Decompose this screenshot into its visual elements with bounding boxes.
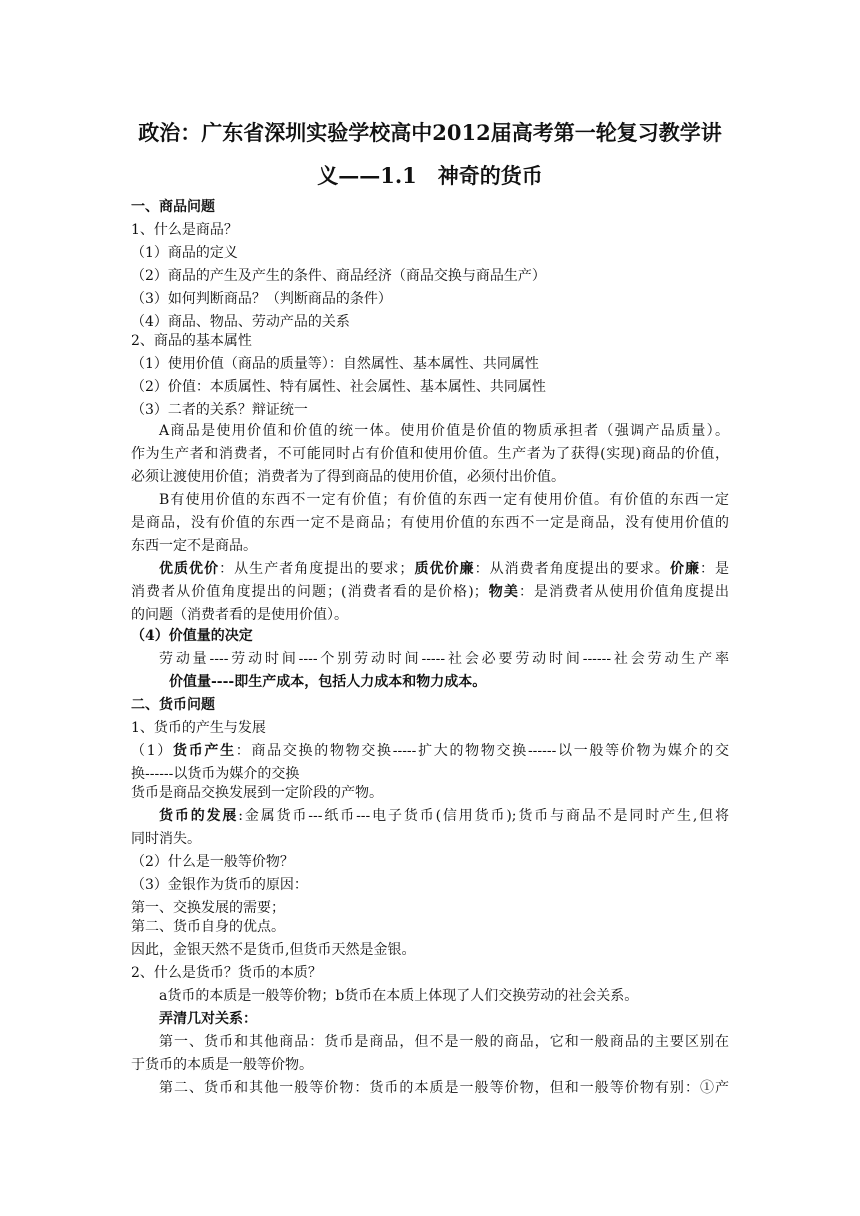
paragraph-line: 第二、货币和其他一般等价物：货币的本质是一般等价物，但和一般等价物有别：①产 bbox=[159, 1080, 729, 1096]
document-title-line-1: 政治：广东省深圳实验学校高中2012届高考第一轮复习教学讲 bbox=[138, 120, 722, 145]
text-span: ：是 bbox=[700, 561, 730, 577]
text-line: （3）金银作为货币的原因： bbox=[131, 877, 308, 893]
text-line: （3）如何判断商品？（判断商品的条件） bbox=[131, 291, 392, 307]
document-title-line-2: 义——1.1 神奇的货币 bbox=[317, 163, 543, 188]
text-span: :金属货币---纸币---电子货币(信用货币);货币与商品不是同时产生,但将 bbox=[238, 808, 729, 824]
text-line: （2）什么是一般等价物？ bbox=[131, 854, 294, 870]
text-line: 1、货币的产生与发展 bbox=[131, 720, 266, 736]
subheading: 弄清几对关系： bbox=[159, 1011, 257, 1027]
text-span: 消费者从价值角度提出的问题；(消费者看的是价格)； bbox=[131, 584, 488, 600]
text-line: 1、什么是商品？ bbox=[131, 222, 238, 238]
text-line: （1）商品的定义 bbox=[131, 245, 238, 261]
bold-term: 质优价廉 bbox=[413, 561, 475, 577]
paragraph-line: 的问题（消费者看的是使用价值）。 bbox=[131, 607, 348, 623]
bold-term: 价廉 bbox=[669, 561, 700, 577]
paragraph-line: 同时消失。 bbox=[131, 831, 201, 847]
paragraph-line: 东西一定不是商品。 bbox=[131, 538, 257, 554]
paragraph-line bbox=[131, 582, 729, 602]
text-span: ：从消费者角度提出的要求。 bbox=[474, 561, 670, 577]
text-span: ：是消费者从使用价值角度提出 bbox=[518, 584, 730, 600]
text-line: （1）使用价值（商品的质量等）：自然属性、基本属性、共同属性 bbox=[131, 356, 539, 372]
paragraph-line: 必须让渡使用价值；消费者为了得到商品的使用价值，必须付出价值。 bbox=[131, 469, 565, 485]
text-span: ：从生产者角度提出的要求； bbox=[219, 561, 414, 577]
paragraph-line: 于货币的本质是一般等价物。 bbox=[131, 1057, 313, 1073]
subheading: （4）价值量的决定 bbox=[131, 628, 253, 644]
bold-term: 货币的发展 bbox=[159, 808, 239, 824]
paragraph-line: 换------以货币为媒介的交换 bbox=[131, 766, 300, 782]
text-line: （2）商品的产生及产生的条件、商品经济（商品交换与商品生产） bbox=[131, 268, 546, 284]
text-span: （1） bbox=[131, 743, 173, 759]
paragraph-line: B有使用价值的东西不一定有价值；有价值的东西一定有使用价值。有价值的东西一定 bbox=[159, 492, 729, 508]
text-line: 因此，金银天然不是货币,但货币天然是金银。 bbox=[131, 942, 416, 958]
text-line: 第二、货币自身的优点。 bbox=[131, 919, 285, 935]
text-line: 货币是商品交换发展到一定阶段的产物。 bbox=[131, 785, 383, 801]
text-line: 2、商品的基本属性 bbox=[131, 333, 252, 349]
paragraph-line: 是商品，没有价值的东西一定不是商品；有使用价值的东西不一定是商品，没有使用价值的 bbox=[131, 515, 729, 531]
heading-commodity: 一、商品问题 bbox=[131, 199, 215, 215]
text-line: 2、什么是货币？货币的本质？ bbox=[131, 965, 322, 981]
bold-term: 货币产生 bbox=[173, 743, 236, 759]
paragraph-line: 第一、货币和其他商品：货币是商品，但不是一般的商品，它和一般商品的主要区别在 bbox=[159, 1034, 729, 1050]
text-line: （3）二者的关系？辩证统一 bbox=[131, 402, 308, 418]
paragraph-line: A商品是使用价值和价值的统一体。使用价值是价值的物质承担者（强调产品质量）。 bbox=[159, 423, 729, 439]
text-line: 价值量----即生产成本，包括人力成本和物力成本。 bbox=[169, 674, 487, 690]
paragraph-line: 作为生产者和消费者，不可能同时占有价值和使用价值。生产者为了获得(实现)商品的价值， bbox=[131, 446, 729, 462]
paragraph-line bbox=[159, 559, 729, 579]
text-line: 第一、交换发展的需要； bbox=[131, 900, 285, 916]
text-line: a货币的本质是一般等价物；b货币在本质上体现了人们交换劳动的社会关系。 bbox=[159, 988, 639, 1004]
heading-money: 二、货币问题 bbox=[131, 697, 215, 713]
text-line: （2）价值：本质属性、特有属性、社会属性、基本属性、共同属性 bbox=[131, 379, 546, 395]
bold-term: 优质优价 bbox=[159, 561, 220, 577]
text-span: ：商品交换的物物交换-----扩大的物物交换------以一般等价物为媒介的交 bbox=[235, 743, 729, 759]
bold-term: 物美 bbox=[487, 584, 519, 600]
paragraph-line bbox=[131, 741, 729, 761]
text-line: 劳动量----劳动时间----个别劳动时间-----社会必要劳动时间------社会劳动生产率 bbox=[159, 651, 729, 667]
text-line: （4）商品、物品、劳动产品的关系 bbox=[131, 314, 350, 330]
paragraph-line bbox=[159, 806, 729, 826]
